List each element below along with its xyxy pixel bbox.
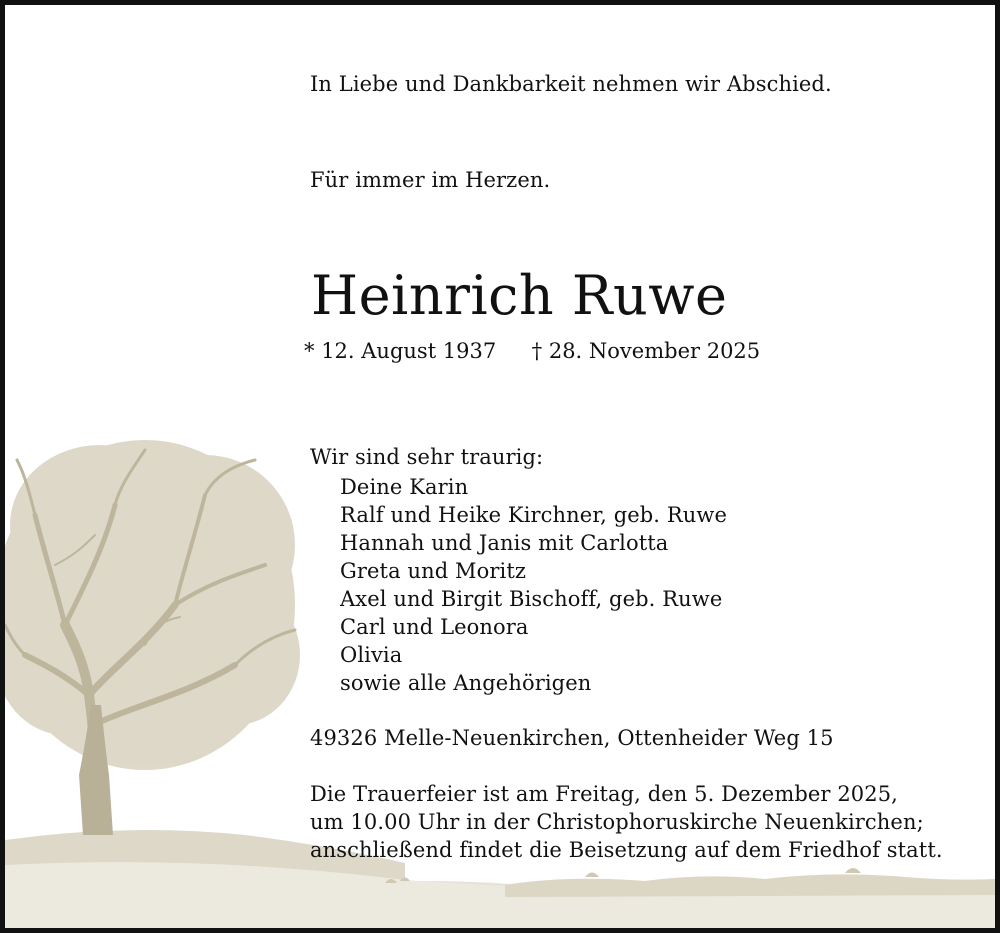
death-symbol: † bbox=[531, 339, 543, 363]
mourner-name: Ralf und Heike Kirchner, geb. Ruwe bbox=[340, 503, 727, 527]
life-dates bbox=[304, 339, 760, 363]
birth-symbol: * bbox=[304, 339, 315, 363]
mourner-name: Axel und Birgit Bischoff, geb. Ruwe bbox=[340, 587, 723, 611]
birth-date: 12. August 1937 bbox=[321, 339, 497, 363]
mourner-name: sowie alle Angehörigen bbox=[340, 671, 592, 695]
service-line: anschließend findet die Beisetzung auf dem Friedhof statt. bbox=[310, 838, 943, 862]
mourner-name: Deine Karin bbox=[340, 475, 469, 499]
heart-line: Für immer im Herzen. bbox=[310, 168, 551, 192]
mourners-intro: Wir sind sehr traurig: bbox=[310, 445, 544, 469]
service-line: Die Trauerfeier ist am Freitag, den 5. Dezember 2025, bbox=[310, 782, 898, 806]
deceased-name: Heinrich Ruwe bbox=[311, 264, 728, 327]
address: 49326 Melle-Neuenkirchen, Ottenheider Weg 15 bbox=[310, 726, 834, 750]
farewell-line: In Liebe und Dankbarkeit nehmen wir Abschied. bbox=[310, 72, 832, 96]
death-date: 28. November 2025 bbox=[548, 339, 761, 363]
mourner-name: Carl und Leonora bbox=[340, 615, 529, 639]
mourner-name: Hannah und Janis mit Carlotta bbox=[340, 531, 669, 555]
mourner-name: Olivia bbox=[340, 643, 403, 667]
service-line: um 10.00 Uhr in der Christophoruskirche Neuenkirchen; bbox=[310, 810, 924, 834]
mourner-name: Greta und Moritz bbox=[340, 559, 527, 583]
